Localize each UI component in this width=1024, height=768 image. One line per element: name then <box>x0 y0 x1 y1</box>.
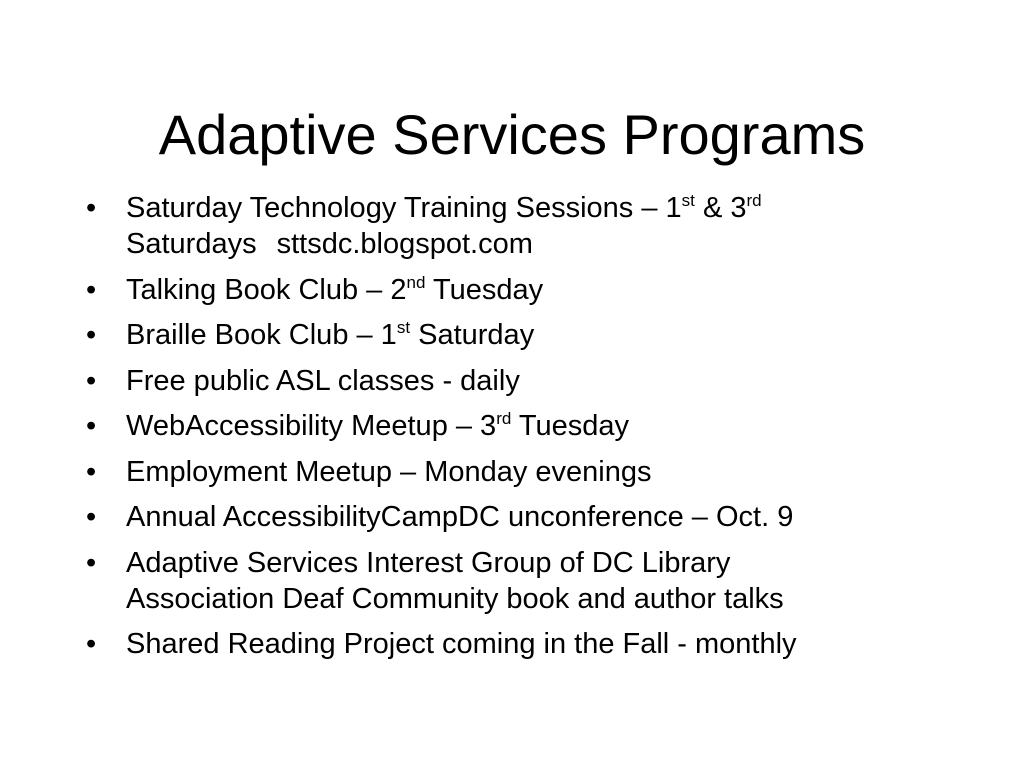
bullet-icon: • <box>86 364 97 397</box>
list-item <box>82 545 982 617</box>
item-text: Tuesday <box>511 410 630 442</box>
list-item <box>82 454 982 490</box>
item-text: Shared Reading Project coming in the Fall - monthly <box>126 628 797 660</box>
list-item <box>82 363 982 399</box>
ordinal-suffix: st <box>396 318 411 337</box>
ordinal-suffix: st <box>681 191 695 210</box>
item-text: Saturday Technology Training Sessions – 1 <box>126 192 682 224</box>
ordinal-suffix: rd <box>746 191 762 210</box>
item-text: Free public ASL classes - daily <box>126 364 520 397</box>
item-text: Talking Book Club – 2 <box>126 273 407 306</box>
slide-title: Adaptive Services Programs <box>158 103 866 166</box>
item-text: Adaptive Services Interest Group of DC Library <box>126 546 731 579</box>
bullet-icon: • <box>86 628 97 660</box>
item-text: Saturday <box>410 319 535 351</box>
item-text: Tuesday <box>425 273 544 306</box>
item-text: Braille Book Club – 1 <box>126 319 397 351</box>
item-text: Saturdays <box>126 228 257 260</box>
item-text: Association Deaf Community book and author talks <box>126 582 784 615</box>
bullet-icon: • <box>86 410 97 442</box>
bullet-icon: • <box>86 319 97 351</box>
ordinal-suffix: rd <box>496 409 512 428</box>
item-text: Employment Meetup – Monday evenings <box>126 455 652 488</box>
item-text: & 3 <box>694 192 747 224</box>
list-item <box>82 190 982 262</box>
list-item <box>82 272 982 308</box>
list-item <box>82 317 982 353</box>
bullet-list <box>82 190 982 672</box>
blog-url: sttsdc.blogspot.com <box>276 228 533 260</box>
list-item <box>82 408 982 444</box>
bullet-icon: • <box>86 273 97 306</box>
item-text: WebAccessibility Meetup – 3 <box>126 410 497 442</box>
bullet-icon: • <box>86 501 97 533</box>
item-text: Annual AccessibilityCampDC unconference – Oct. 9 <box>126 501 794 533</box>
list-item <box>82 626 982 662</box>
bullet-icon: • <box>86 455 97 488</box>
list-item <box>82 499 982 535</box>
ordinal-suffix: nd <box>406 272 426 292</box>
bullet-icon: • <box>86 546 97 579</box>
bullet-icon: • <box>86 192 97 224</box>
